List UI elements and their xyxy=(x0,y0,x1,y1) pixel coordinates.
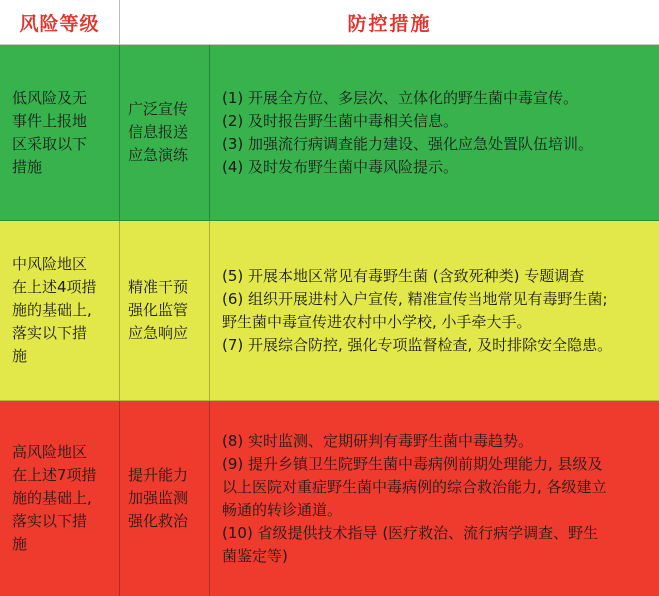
measures-cell xyxy=(210,221,659,400)
measures-cell xyxy=(210,45,659,220)
risk-level-text: 中风险地区 在上述4项措 施的基础上, 落实以下措 施 xyxy=(12,255,97,365)
table-row-low-risk xyxy=(0,45,659,221)
measure-item: (8) 实时监测、定期研判有毒野生菌中毒趋势。 xyxy=(222,431,534,450)
strategy-text: 广泛宣传 信息报送 应急演练 xyxy=(128,100,189,164)
measures-cell xyxy=(210,401,659,596)
table-row-high-risk xyxy=(0,401,659,596)
strategy-cell xyxy=(120,45,210,220)
risk-level-text: 高风险地区 在上述7项措 施的基础上, 落实以下措 施 xyxy=(12,443,97,553)
measure-item: (3) 加强流行病调查能力建设、强化应急处置队伍培训。 xyxy=(222,134,594,153)
strategy-text: 精准干预 强化监管 应急响应 xyxy=(128,278,189,342)
table-header xyxy=(0,0,659,45)
header-prevention-measures: 防控措施 xyxy=(347,12,432,35)
measure-item: (1) 开展全方位、多层次、立体化的野生菌中毒宣传。 xyxy=(222,88,579,107)
measure-item: (2) 及时报告野生菌中毒相关信息。 xyxy=(222,111,459,130)
strategy-text: 提升能力 加强监测 强化救治 xyxy=(128,466,189,530)
measure-item: (9) 提升乡镇卫生院野生菌中毒病例前期处理能力, 县级及 以上医院对重症野生菌中毒病例的综合救治能力, 各级建立 畅通的转诊通道。 xyxy=(222,454,607,519)
strategy-cell xyxy=(120,221,210,400)
table-row-medium-risk xyxy=(0,221,659,401)
risk-level-cell xyxy=(0,221,120,400)
measure-item: (5) 开展本地区常见有毒野生菌 (含致死种类) 专题调查 xyxy=(222,266,585,285)
risk-level-cell xyxy=(0,401,120,596)
measure-item: (4) 及时发布野生菌中毒风险提示。 xyxy=(222,157,459,176)
measure-item: (6) 组织开展进村入户宣传, 精准宣传当地常见有毒野生菌; 野生菌中毒宣传进农村中小学校, 小手牵大手。 xyxy=(222,289,608,331)
risk-level-cell xyxy=(0,45,120,220)
measure-item: (7) 开展综合防控, 强化专项监督检查, 及时排除安全隐患。 xyxy=(222,335,613,354)
risk-level-text: 低风险及无 事件上报地 区采取以下 措施 xyxy=(12,88,88,176)
measure-item: (10) 省级提供技术指导 (医疗救治、流行病学调查、野生 菌鉴定等) xyxy=(222,523,599,565)
strategy-cell xyxy=(120,401,210,596)
header-risk-level: 风险等级 xyxy=(0,0,120,44)
